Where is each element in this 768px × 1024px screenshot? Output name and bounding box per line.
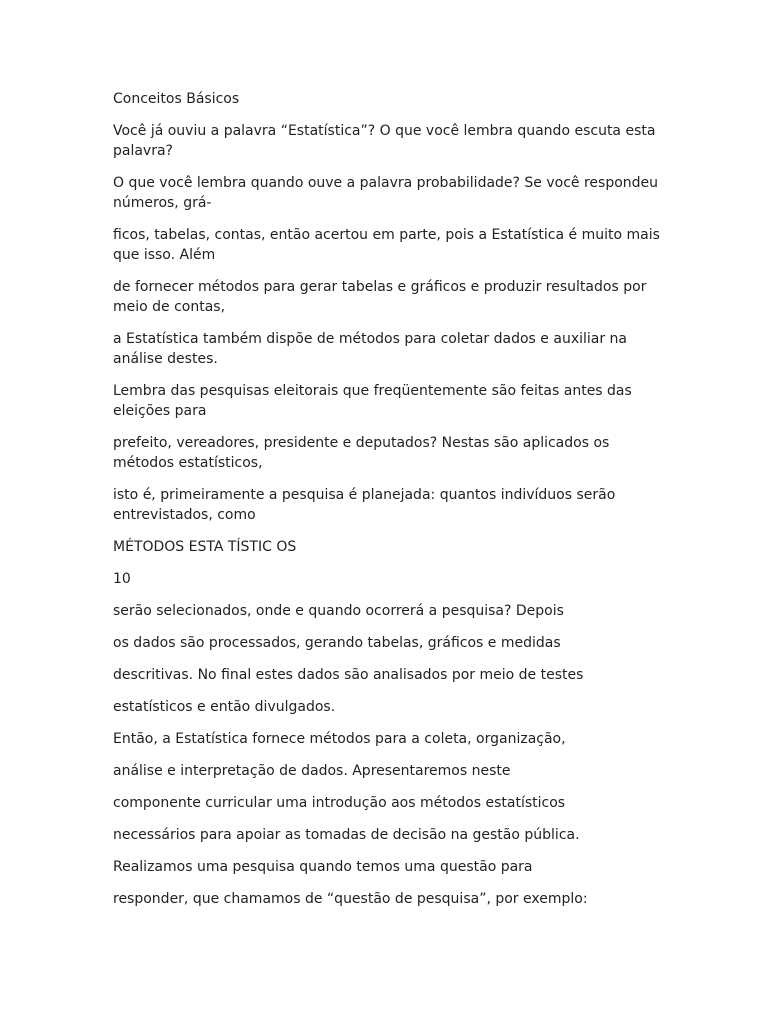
paragraph: isto é, primeiramente a pesquisa é planejada: quantos indivíduos serão entrevistados, como [113, 487, 616, 523]
paragraph: ficos, tabelas, contas, então acertou em parte, pois a Estatística é muito mais que isso. Além [113, 227, 660, 263]
paragraph: responder, que chamamos de “questão de pesquisa”, por exemplo: [113, 891, 588, 907]
paragraph: Você já ouviu a palavra “Estatística”? O que você lembra quando escuta esta palavra? [113, 123, 656, 159]
paragraph: estatísticos e então divulgados. [113, 699, 336, 715]
paragraph: serão selecionados, onde e quando ocorrerá a pesquisa? Depois [113, 603, 564, 619]
running-header: MÉTODOS ESTA TÍSTIC OS [113, 539, 297, 555]
section-heading: Conceitos Básicos [113, 91, 240, 107]
paragraph: os dados são processados, gerando tabelas, gráficos e medidas [113, 635, 561, 651]
document-body [113, 89, 661, 921]
paragraph: componente curricular uma introdução aos métodos estatísticos [113, 795, 566, 811]
paragraph: de fornecer métodos para gerar tabelas e gráficos e produzir resultados por meio de contas, [113, 279, 647, 315]
paragraph: prefeito, vereadores, presidente e deputados? Nestas são aplicados os métodos estatísticos, [113, 435, 610, 471]
paragraph: a Estatística também dispõe de métodos para coletar dados e auxiliar na análise destes. [113, 331, 628, 367]
paragraph: Realizamos uma pesquisa quando temos uma questão para [113, 859, 533, 875]
paragraph: necessários para apoiar as tomadas de decisão na gestão pública. [113, 827, 580, 843]
paragraph: O que você lembra quando ouve a palavra probabilidade? Se você respondeu números, grá- [113, 175, 659, 211]
paragraph: análise e interpretação de dados. Apresentaremos neste [113, 763, 511, 779]
paragraph: descritivas. No final estes dados são analisados por meio de testes [113, 667, 584, 683]
page-number: 10 [113, 571, 131, 587]
paragraph: Então, a Estatística fornece métodos para a coleta, organização, [113, 731, 566, 747]
paragraph: Lembra das pesquisas eleitorais que freqüentemente são feitas antes das eleições para [113, 383, 632, 419]
